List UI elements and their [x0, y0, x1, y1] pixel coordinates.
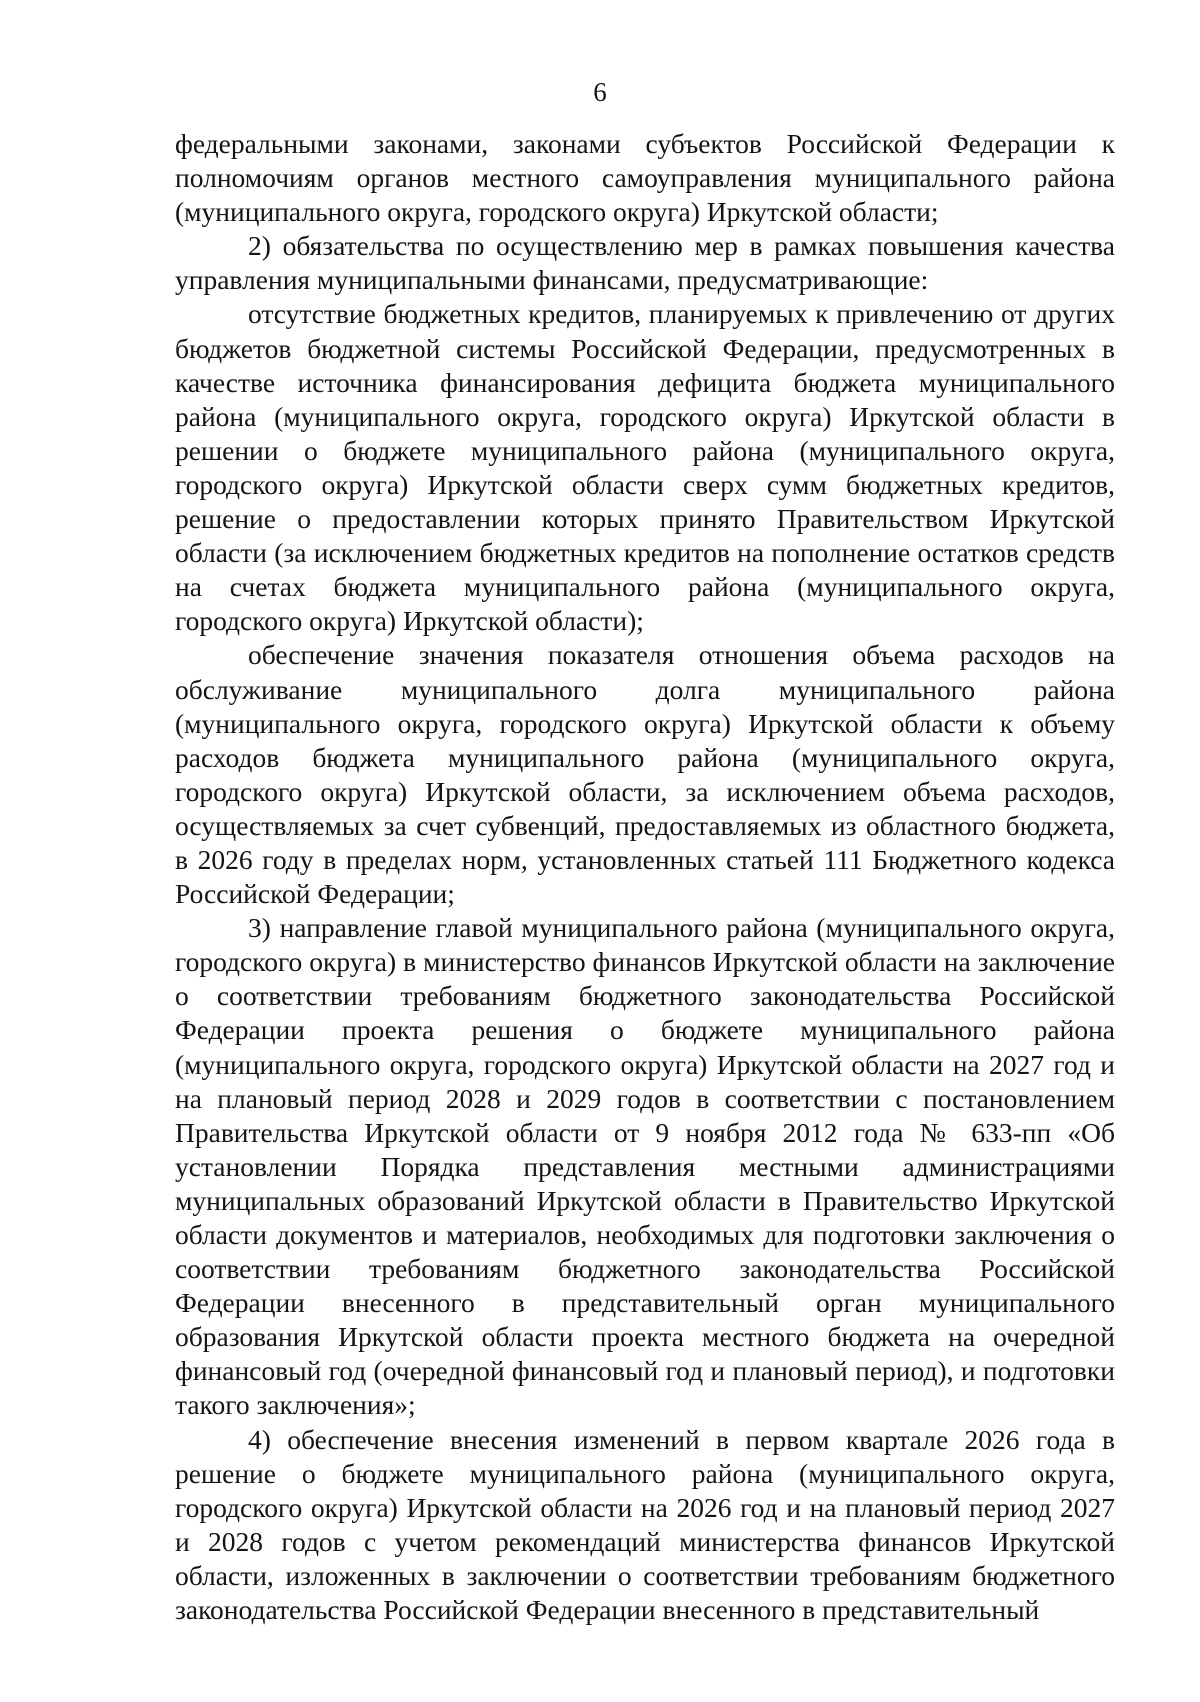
paragraph-item-3: 3) направление главой муниципального района (муниципального округа, городского округа) в министерство финансов Иркутской области на заключение о соответствии требованиям бюджетного законодательства Российской Федерации проекта решения о бюджете муниципального района (муниципального округа, городского округа) Иркутской области на 2027 год и на плановый период 2028 и 2029 годов в соответствии с постановлением Правительства Иркутской области от 9 ноября 2012 года № 633-пп «Об установлении Порядка представления местными администрациями муниципальных образований Иркутской области в Правительство Иркутской области документов и материалов, необходимых для подготовки заключения о соответствии требованиям бюджетного законодательства Российской Федерации внесенного в представительный орган муниципального образования Иркутской области проекта местного бюджета на очередной финансовый год (очередной финансовый год и плановый период), и подготовки такого заключения»; — [175, 912, 1115, 1421]
document-body — [175, 127, 1115, 1627]
paragraph-item-4: 4) обеспечение внесения изменений в первом квартале 2026 года в решение о бюджете муниципального района (муниципального округа, городского округа) Иркутской области на 2026 год и на плановый период 2027 и 2028 годов с учетом рекомендаций министерства финансов Иркутской области, изложенных в заключении о соответствии требованиям бюджетного законодательства Российской Федерации внесенного в представительный — [175, 1423, 1115, 1626]
paragraph-continuation: федеральными законами, законами субъектов Российской Федерации к полномочиям органов местного самоуправления муниципального района (муниципального округа, городского округа) Иркутской области; — [175, 128, 1115, 228]
paragraph-budget-credits: отсутствие бюджетных кредитов, планируемых к привлечению от других бюджетов бюджетной системы Российской Федерации, предусмотренных в качестве источника финансирования дефицита бюджета муниципального района (муниципального округа, городского округа) Иркутской области в решении о бюджете муниципального района (муниципального округа, городского округа) Иркутской области сверх сумм бюджетных кредитов, решение о предоставлении которых принято Правительством Иркутской области (за исключением бюджетных кредитов на пополнение остатков средств на счетах бюджета муниципального района (муниципального округа, городского округа) Иркутской области); — [175, 298, 1115, 637]
page-number: 6 — [593, 77, 607, 107]
paragraph-item-2: 2) обязательства по осуществлению мер в рамках повышения качества управления муниципальными финансами, предусматривающие: — [175, 230, 1115, 296]
paragraph-debt-service-ratio: обеспечение значения показателя отношения объема расходов на обслуживание муниципального долга муниципального района (муниципального округа, городского округа) Иркутской области к объему расходов бюджета муниципального района (муниципального округа, городского округа) Иркутской области, за исключением объема расходов, осуществляемых за счет субвенций, предоставляемых из областного бюджета, в 2026 году в пределах норм, установленных статьей 111 Бюджетного кодекса Российской Федерации; — [175, 639, 1115, 910]
